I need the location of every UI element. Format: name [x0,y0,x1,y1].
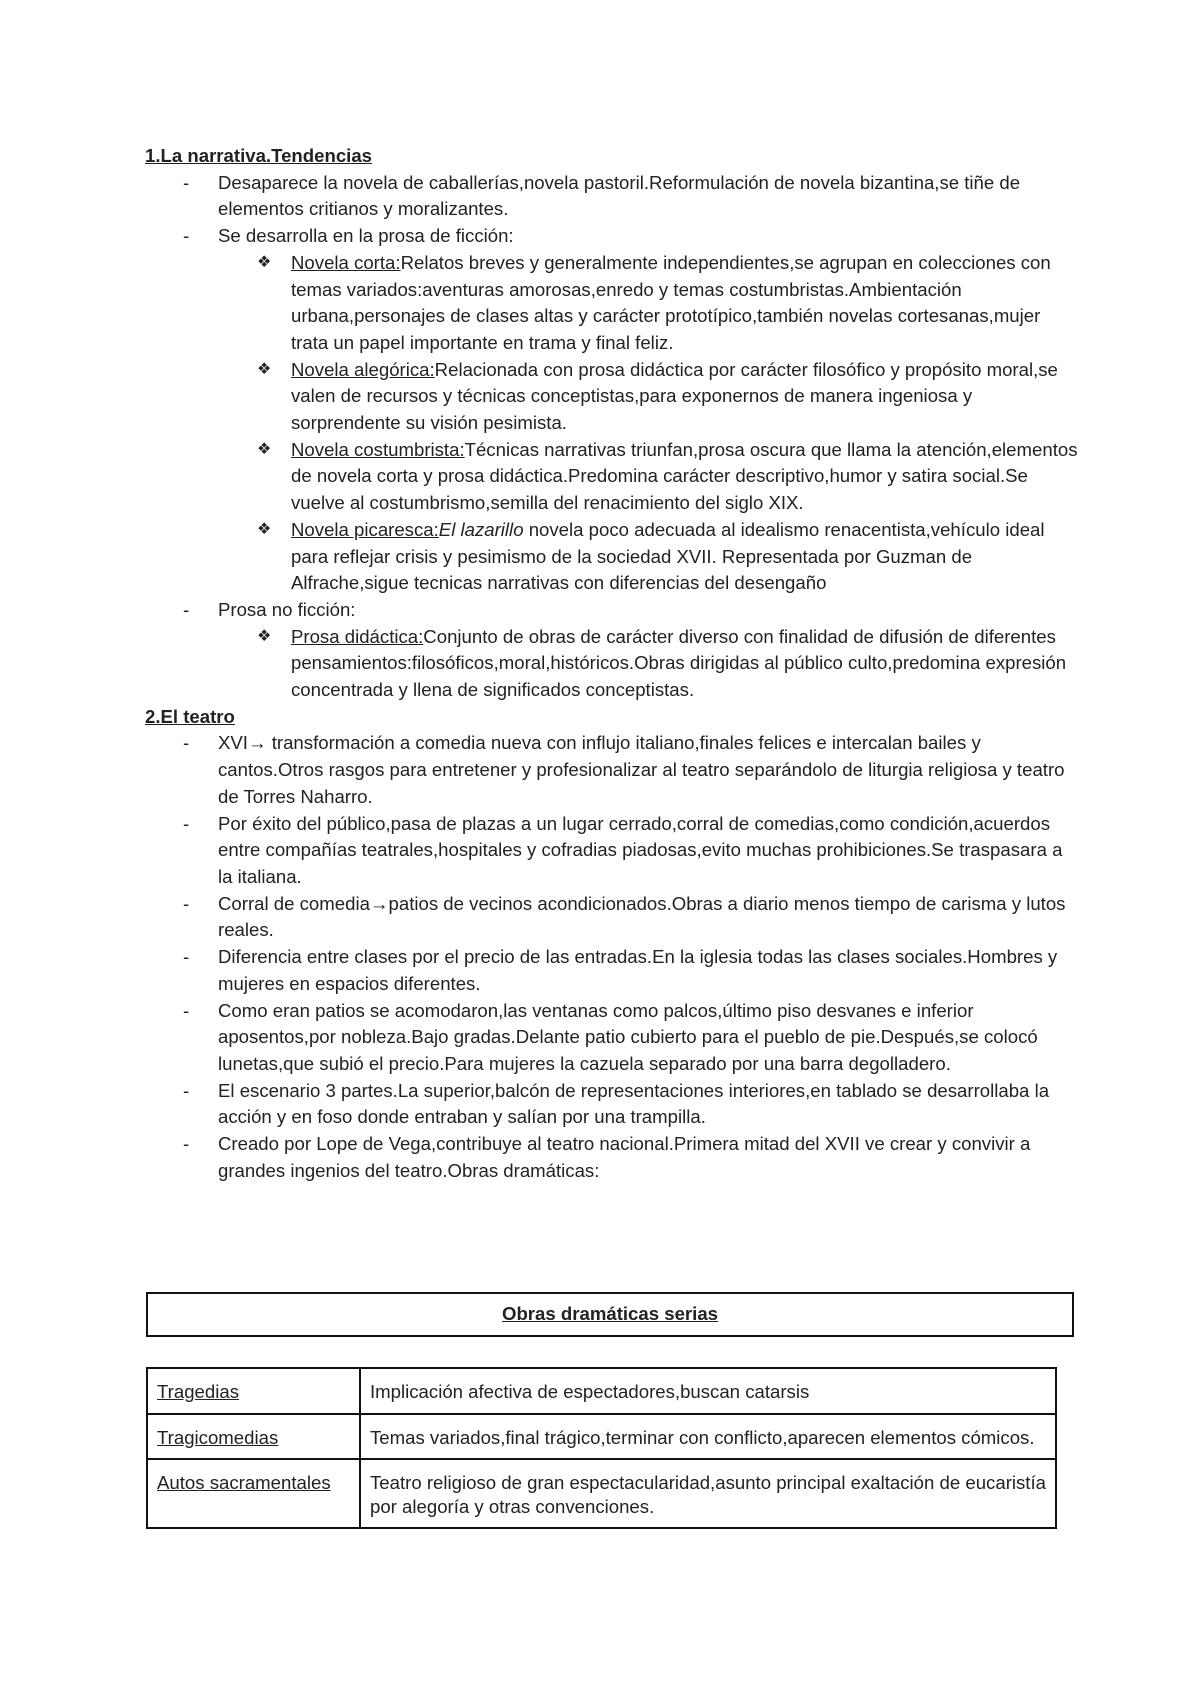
sub-item-label: Novela picaresca: [291,518,439,540]
sub-item-text: Conjunto de obras de carácter diverso con finalidad de difusión de diferentes pensamientos:filosóficos,moral,históricos.Obras dirigidas al público culto,predomina expresión concentrada y llena de significados conceptistas. [291,625,1067,701]
dash-bullet: - [183,892,190,914]
list-item [145,223,1080,250]
list-item-text: Desaparece la novela de caballerías,novela pastoril.Reformulación de novela bizantina,se tiñe de elementos critianos y moralizantes. [218,171,1021,220]
genre-name: Tragicomedias [157,1426,279,1448]
sub-item-text: Relacionada con prosa didáctica por carácter filosófico y propósito moral,se valen de recursos y técnicas conceptistas,para exponernos de manera ingeniosa y sorprendente su visión pesimista. [291,358,1058,434]
list-item-text: Prosa no ficción: [218,598,356,620]
diamond-bullet-icon: ❖ [257,627,272,645]
dash-bullet: - [183,598,190,620]
list-item-text: Diferencia entre clases por el precio de las entradas.En la iglesia todas las clases sociales.Hombres y mujeres en espacios diferentes. [218,946,1058,994]
list-item [145,1131,1080,1184]
section-2-heading: 2.El teatro [145,705,235,727]
table-cell-description: Teatro religioso de gran espectacularidad,asunto principal exaltación de eucaristía por alegoría y otras convenciones. [360,1459,1056,1528]
sub-list-item-novela-picaresca [145,517,1080,597]
sub-item-label: Novela alegórica: [291,358,435,380]
dash-bullet: - [183,1133,190,1155]
table-cell-description: Implicación afectiva de espectadores,buscan catarsis [360,1368,1056,1414]
list-item-text: XVI→ transformación a comedia nueva con influjo italiano,finales felices e intercalan bailes y cantos.Otros rasgos para entretener y profesionalizar al teatro separándolo de liturgia religiosa y teatro de Torres Naharro. [218,732,1065,807]
table-cell-genre [147,1459,360,1528]
dash-bullet: - [183,225,190,247]
section-1-heading: 1.La narrativa.Tendencias [145,145,373,166]
document-body [145,143,1080,1184]
table-row [147,1459,1056,1528]
sub-list-item-novela-costumbrista [145,437,1080,517]
dash-bullet: - [183,1079,190,1101]
sub-item-text: novela poco adecuada al idealismo renacentista,vehículo ideal para reflejar crisis y pesimismo de la sociedad XVII. Representada por Guzman de Alfrache,sigue tecnicas narrativas con diferencias del desengaño [291,518,1045,594]
list-item [145,891,1080,944]
diamond-bullet-icon: ❖ [257,520,272,538]
list-item [145,170,1080,223]
sub-list-item-prosa-didactica [145,624,1080,704]
genre-name: Autos sacramentales [157,1472,331,1493]
table-cell-genre [147,1414,360,1460]
diamond-bullet-icon: ❖ [257,440,272,458]
list-item [145,944,1080,997]
list-item-text: Como eran patios se acomodaron,las ventanas como palcos,último piso desvanes e inferior aposentos,por nobleza.Bajo gradas.Delante patio cubierto para el pueblo de pie.Después,se colocó lunetas,que subió el precio.Para mujeres la cazuela separado por una barra degolladero. [218,999,1038,1074]
sub-item-label: Prosa didáctica: [291,625,424,647]
dash-bullet: - [183,999,190,1021]
list-item-text: Por éxito del público,pasa de plazas a un lugar cerrado,corral de comedias,como condición,acuerdos entre compañías teatrales,hospitales y cofradias piadosas,evito muchas prohibiciones.Se traspasara a la italiana. [218,812,1063,887]
list-item-text: Se desarrolla en la prosa de ficción: [218,225,514,247]
list-item [145,811,1080,891]
sub-item-text: Técnicas narrativas triunfan,prosa oscura que llama la atención,elementos de novela corta y prosa didáctica.Predomina carácter descriptivo,humor y satira social.Se vuelve al costumbrismo,semilla del renacimiento del siglo XIX. [291,438,1078,514]
dash-bullet: - [183,171,190,193]
table-cell-genre [147,1368,360,1414]
sub-item-label: Novela costumbrista: [291,438,465,460]
diamond-bullet-icon: ❖ [257,253,272,271]
list-item-text: El escenario 3 partes.La superior,balcón de representaciones interiores,en tablado se desarrollaba la acción y en foso donde entraban y salían por una trampilla. [218,1079,1050,1128]
list-item [145,998,1080,1078]
sub-list-item-novela-alegorica [145,357,1080,437]
list-item [145,1078,1080,1131]
dash-bullet: - [183,812,190,834]
diamond-bullet-icon: ❖ [257,360,272,378]
table-cell-description: Temas variados,final trágico,terminar con conflicto,aparecen elementos cómicos. [360,1414,1056,1460]
list-item-text: Creado por Lope de Vega,contribuye al teatro nacional.Primera mitad del XVII ve crear y convivir a grandes ingenios del teatro.Obras dramáticas: [218,1133,1031,1181]
sub-item-label: Novela corta: [291,251,401,273]
table-title-box [146,1292,1074,1337]
dash-bullet: - [183,946,190,968]
sub-item-text: Relatos breves y generalmente independientes,se agrupan en colecciones con temas variados:aventuras amorosas,enredo y temas costumbristas.Ambientación urbana,personajes de clases altas y carácter prototípico,también novelas cortesanas,mujer trata un papel importante en trama y final feliz. [291,251,1051,353]
list-item [145,597,1080,624]
list-item-text: Corral de comedia→patios de vecinos acondicionados.Obras a diario menos tiempo de carisma y lutos reales. [218,892,1066,941]
table-title: Obras dramáticas serias [501,1303,719,1325]
dramatic-works-table [146,1367,1057,1529]
genre-name: Tragedias [157,1381,239,1402]
table-row [147,1414,1056,1460]
sub-list-item-novela-corta [145,250,1080,357]
table-row [147,1368,1056,1414]
sub-item-italic-title: El lazarillo [438,518,524,540]
dash-bullet: - [183,732,190,754]
list-item [145,730,1080,810]
